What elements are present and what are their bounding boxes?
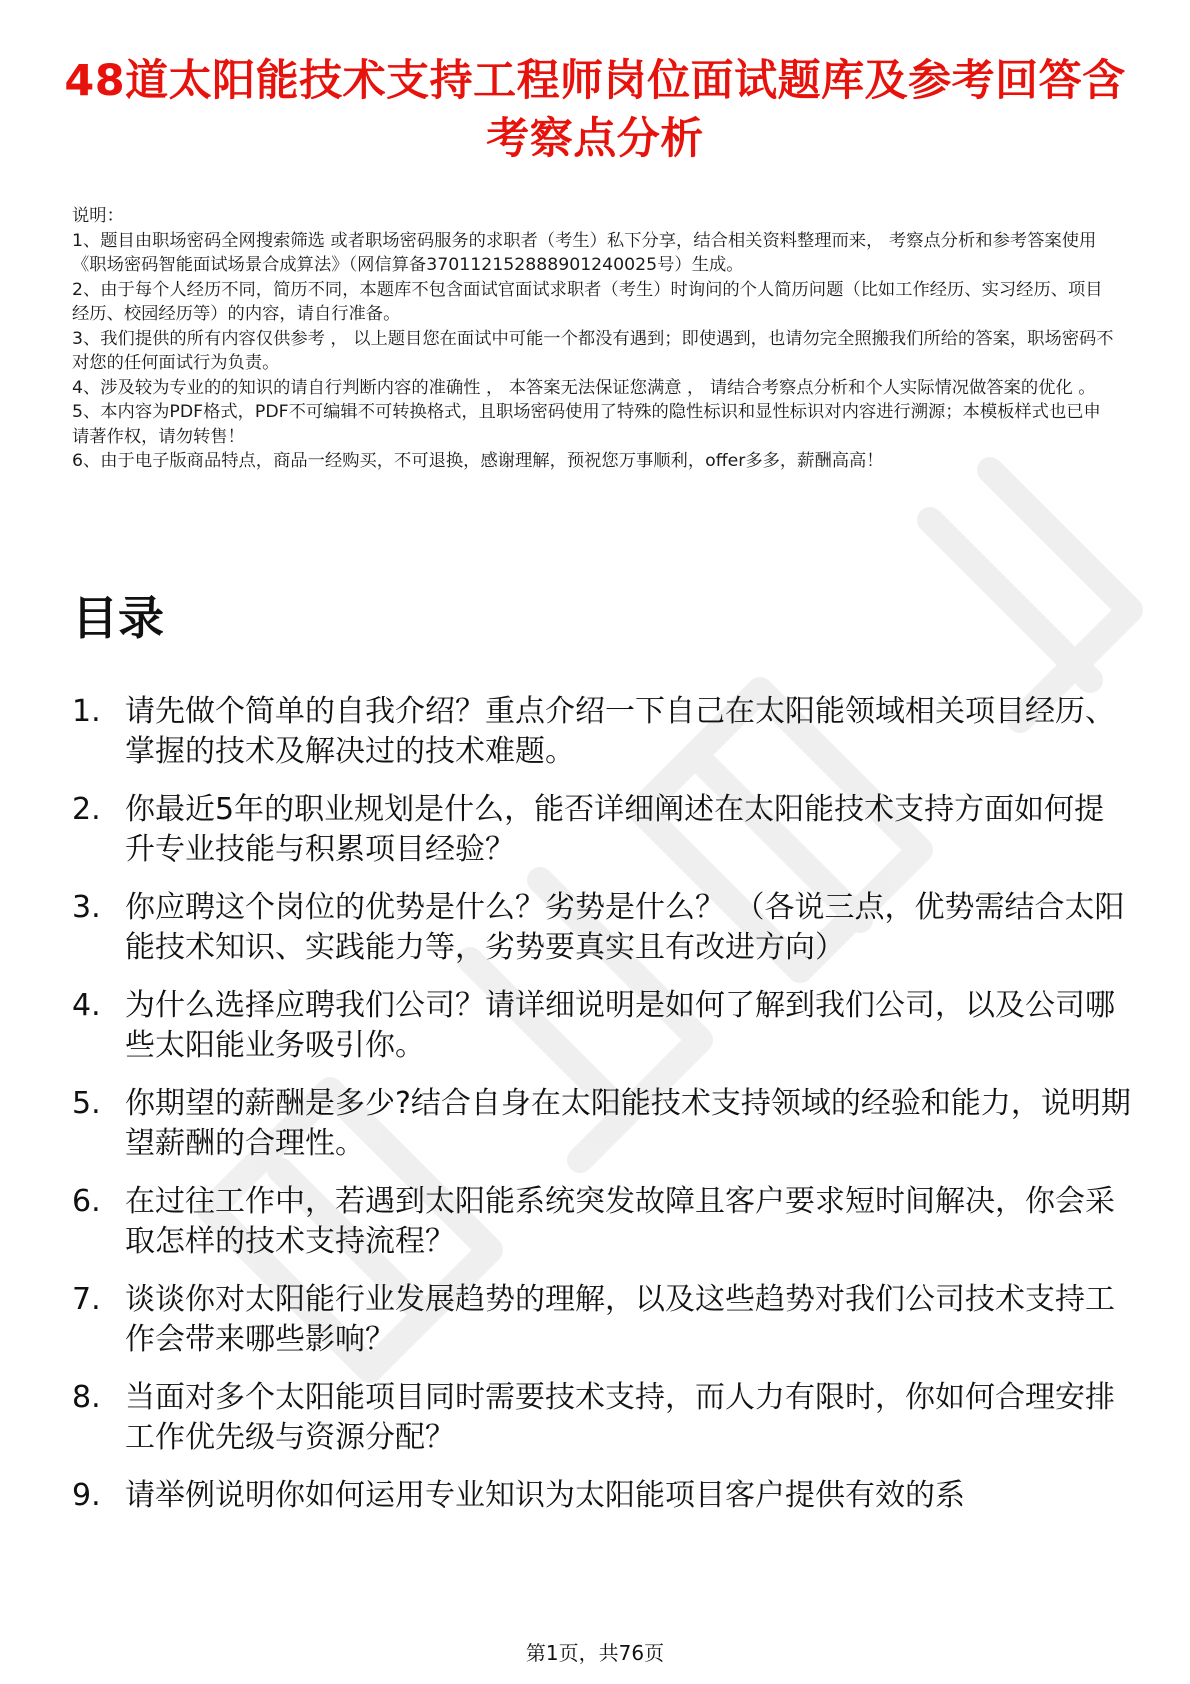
- note-item: 2、由于每个人经历不同，简历不同，本题库不包含面试官面试求职者（考生）时询问的个人简历问题（比如工作经历、实习经历、项目经历、校园经历等）的内容，请自行准备。: [72, 279, 1103, 324]
- note-item: 4、涉及较为专业的的知识的请自行判断内容的准确性 ， 本答案无法保证您满意 ， 请结合考察点分析和个人实际情况做答案的优化 。: [72, 377, 1096, 398]
- toc-text: 你应聘这个岗位的优势是什么？劣势是什么？ （各说三点，优势需结合太阳能技术知识、实践能力等，劣势要真实且有改进方向）: [125, 890, 1125, 965]
- toc-item-2[interactable]: [72, 790, 1132, 870]
- toc-item-9[interactable]: [72, 1476, 1132, 1516]
- page-title: 48道太阳能技术支持工程师岗位面试题库及参考回答含考察点分析: [64, 56, 1126, 164]
- toc-number: 1.: [72, 694, 101, 729]
- toc-number: 6.: [72, 1184, 101, 1219]
- toc-text: 为什么选择应聘我们公司？请详细说明是如何了解到我们公司，以及公司哪些太阳能业务吸引你。: [125, 988, 1115, 1063]
- toc-text: 请先做个简单的自我介绍？重点介绍一下自己在太阳能领域相关项目经历、掌握的技术及解决过的技术难题。: [125, 694, 1115, 769]
- page-footer: 第1页，共76页: [525, 1641, 665, 1665]
- toc-number: 9.: [72, 1478, 101, 1513]
- toc-item-6[interactable]: [72, 1182, 1132, 1262]
- toc-text: 谈谈你对太阳能行业发展趋势的理解，以及这些趋势对我们公司技术支持工作会带来哪些影响？: [125, 1282, 1115, 1357]
- toc-text: 请举例说明你如何运用专业知识为太阳能项目客户提供有效的系: [125, 1478, 965, 1513]
- notes-section: [72, 204, 1118, 474]
- note-item: 1、题目由职场密码全网搜索筛选 或者职场密码服务的求职者（考生）私下分享，结合相关资料整理而来， 考察点分析和参考答案使用《职场密码智能面试场景合成算法》（网信算备370112152888901240025号）生成。: [72, 230, 1097, 275]
- toc-item-5[interactable]: [72, 1084, 1132, 1164]
- notes-heading: 说明：: [72, 206, 124, 226]
- toc-number: 2.: [72, 792, 101, 827]
- toc-text: 你期望的薪酬是多少?结合自身在太阳能技术支持领域的经验和能力，说明期望薪酬的合理性。: [125, 1086, 1131, 1161]
- toc-number: 3.: [72, 890, 101, 925]
- toc-item-3[interactable]: [72, 888, 1132, 968]
- toc-item-8[interactable]: [72, 1378, 1132, 1458]
- toc-item-1[interactable]: [72, 692, 1132, 772]
- toc-text: 当面对多个太阳能项目同时需要技术支持，而人力有限时，你如何合理安排工作优先级与资源分配？: [125, 1380, 1115, 1455]
- toc-item-4[interactable]: [72, 986, 1132, 1066]
- toc-number: 8.: [72, 1380, 101, 1415]
- note-item: 6、由于电子版商品特点，商品一经购买，不可退换，感谢理解，预祝您万事顺利，offer多多，薪酬高高！: [72, 451, 884, 471]
- toc-number: 4.: [72, 988, 101, 1023]
- note-item: 3、我们提供的所有内容仅供参考 ， 以上题目您在面试中可能一个都没有遇到；即使遇到，也请勿完全照搬我们所给的答案，职场密码不对您的任何面试行为负责。: [72, 328, 1114, 373]
- toc-text: 在过往工作中，若遇到太阳能系统突发故障且客户要求短时间解决，你会采取怎样的技术支持流程？: [125, 1184, 1115, 1259]
- toc-number: 5.: [72, 1086, 101, 1121]
- toc-list: [72, 692, 1132, 1534]
- toc-text: 你最近5年的职业规划是什么，能否详细阐述在太阳能技术支持方面如何提升专业技能与积累项目经验？: [125, 792, 1105, 867]
- toc-number: 7.: [72, 1282, 101, 1317]
- toc-item-7[interactable]: [72, 1280, 1132, 1360]
- note-item: 5、本内容为PDF格式，PDF不可编辑不可转换格式，且职场密码使用了特殊的隐性标识和显性标识对内容进行溯源；本模板样式也已申请著作权，请勿转售！: [72, 402, 1101, 447]
- toc-heading: 目录: [72, 591, 164, 645]
